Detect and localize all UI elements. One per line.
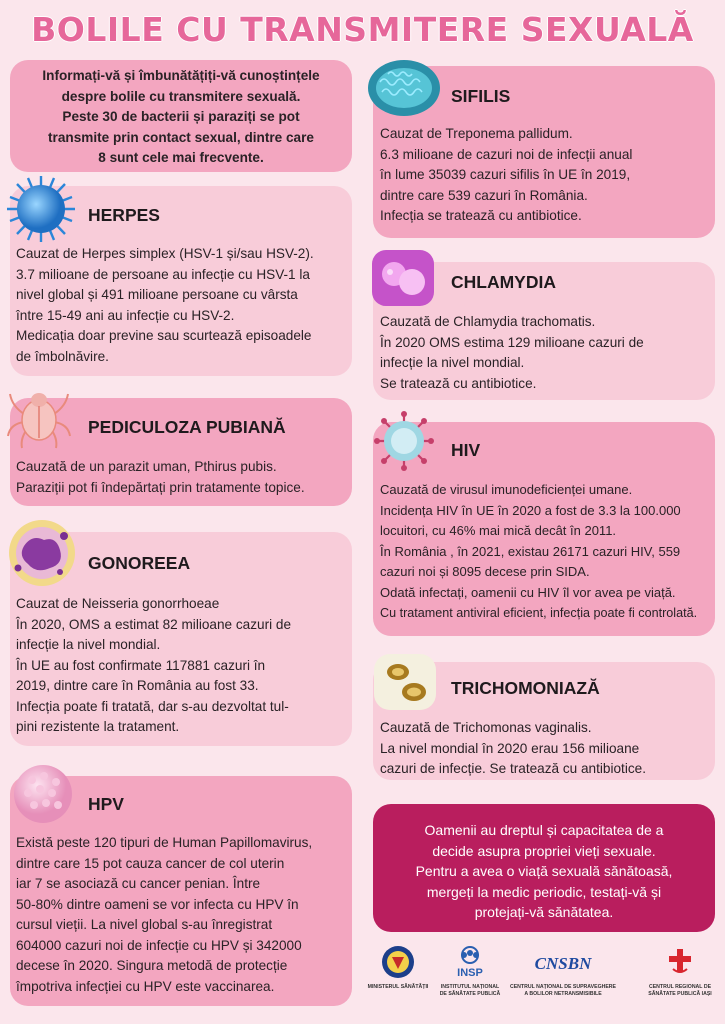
louse-icon [4,384,74,452]
cnsbn-logo-icon [528,945,598,979]
insp-logo-text: INSP [457,967,483,979]
chlamydia-title: CHLAMYDIA [451,272,556,292]
cnsbn-logo-text: CNSBN [534,954,592,973]
sifilis-line: Cauzat de Treponema pallidum. [380,126,573,141]
hiv-line: Odată infectați, oamenii cu HIV îl vor avea pe viață. [380,584,676,600]
chlamydia-line: Cauzată de Chlamydia trachomatis. [380,314,596,329]
herpes-line: între 15-49 ani au infecție cu HSV-2. [16,307,235,323]
sifilis-line: 6.3 milioane de cazuri noi de infecții anual [380,146,633,162]
closing-line: protejați-vă sănătatea. [474,904,614,920]
herpes-virus-icon [2,172,80,246]
herpes-line: nivel global și 491 milioane persoane cu vârsta [16,287,298,302]
herpes-text [16,244,314,367]
pediculoza-line: Paraziții pot fi îndepărtați prin tratamente topice. [16,479,305,495]
hiv-virus-icon [372,410,436,472]
hpv-line: decese în 2020. Singura metodă de protecție [16,958,288,973]
hiv-title: HIV [451,440,481,460]
trichomoniaza-line: cazuri de infecție. Se tratează cu antibiotice. [380,761,646,776]
gonoreea-line: În 2020, OMS a estimat 82 milioane cazuri de [16,616,292,632]
hpv-line: iar 7 se asociază cu cancer penian. Între [16,876,261,891]
trichomoniaza-line: La nivel mondial în 2020 erau 156 milioane [380,740,640,756]
hpv-line: Există peste 120 tipuri de Human Papillomavirus, [16,835,313,850]
chlamydia-icon [370,248,436,308]
gonoreea-title: GONOREEA [88,553,191,573]
gonoreea-line: În UE au fost confirmate 117881 cazuri în [16,657,266,673]
trichomoniaza-line: Cauzată de Trichomonas vaginalis. [380,720,592,735]
pediculoza-text [16,457,305,498]
trichomoniaza-title: TRICHOMONIAZĂ [451,678,600,698]
insp-logo-icon [450,945,490,979]
chlamydia-text [380,312,644,394]
insp-label: INSTITUTUL NAȚIONAL [440,984,500,990]
hpv-line: împotriva infecției cu HPV este vaccinarea. [16,978,275,994]
herpes-line: Medicația doar previne sau scurtează episoadele [16,328,312,343]
closing-line: mergeți la medic periodic, testați-vă și [426,883,662,900]
gonoreea-line: infecție la nivel mondial. [16,637,161,652]
gonorrhea-bacteria-icon [2,516,82,590]
gonoreea-text [16,594,291,738]
intro-line: transmite prin contact sexual, dintre care [48,129,314,145]
cnsbn-label: CENTRUL NAȚIONAL DE SUPRAVEGHERE [509,984,617,990]
pediculoza-title: PEDICULOZA PUBIANĂ [88,417,286,437]
closing-line: Pentru a avea o viață sexuală sănătoasă, [415,863,673,879]
cnsbn-logo [508,945,618,997]
sifilis-line: Infecția se tratează cu antibiotice. [380,208,582,223]
intro-line: Informați-vă și îmbunătățiți-vă cunoștințele [42,68,320,83]
pediculoza-line: Cauzată de un parazit uman, Pthirus pubis. [16,459,277,474]
hpv-virus-icon [8,760,78,828]
hpv-line: 604000 cazuri noi de infecție cu HPV și 342000 [16,937,302,953]
crsp-iasi-label: SĂNĂTATE PUBLICĂ IAȘI [648,990,712,997]
ministry-label: MINISTERUL SĂNĂTĂȚII [367,984,429,990]
hpv-line: 50-80% dintre oameni se vor infecta cu HPV în [16,896,299,912]
insp-label: DE SĂNĂTATE PUBLICĂ [439,990,501,997]
chlamydia-line: Se tratează cu antibiotice. [380,375,537,391]
herpes-line: de îmbolnăvire. [16,348,109,364]
chlamydia-line: În 2020 OMS estima 129 milioane cazuri de [380,334,644,350]
intro-line: despre bolile cu transmitere sexuală. [61,88,301,104]
cnsbn-label: A BOLILOR NETRANSMISIBILE [524,990,602,997]
ministry-logo [362,945,434,991]
sifilis-title: SIFILIS [451,86,511,106]
hpv-title: HPV [88,794,124,814]
sifilis-text [380,124,632,227]
closing-line: Oamenii au dreptul și capacitatea de a [424,822,664,838]
hiv-line: În România , în 2021, existau 26171 cazuri HIV, 559 [380,543,681,559]
closing-message-card [373,804,715,932]
herpes-line: 3.7 milioane de persoane au infecție cu HSV-1 la [16,266,310,282]
insp-logo [434,945,506,997]
trichomoniaza-text [380,718,646,780]
crsp-iasi-logo [640,945,720,997]
hpv-line: dintre care 15 pot cauza cancer de col uterin [16,855,285,871]
gonoreea-line: pini rezistente la tratament. [16,719,180,734]
crsp-iasi-logo-icon [663,945,697,979]
hpv-line: cursul vieții. La nivel global s-au înregistrat [16,917,273,932]
hiv-line: Incidența HIV în UE în 2020 a fost de 3.3 la 100.000 [380,502,681,518]
intro-line: 8 sunt cele mai frecvente. [98,150,264,165]
hpv-text [16,833,312,997]
page-title: BOLILE CU TRANSMITERE SEXUALĂ [31,10,694,49]
herpes-title: HERPES [88,205,160,225]
hiv-line: Cu tratament antiviral eficient, infecția poate fi controlată. [380,606,698,620]
hiv-line: Cauzată de virusul imunodeficienței umane. [380,482,633,497]
ministry-crest-icon [381,945,415,979]
herpes-line: Cauzat de Herpes simplex (HSV-1 și/sau HSV-2). [16,246,314,261]
closing-line: decide asupra propriei vieți sexuale. [432,842,656,859]
trichomonas-icon [372,652,438,712]
gonoreea-line: Cauzat de Neisseria gonorrhoeae [16,596,220,611]
gonoreea-line: 2019, dintre care în România au fost 33. [16,678,259,693]
hiv-text [380,480,697,624]
sifilis-line: în lume 35039 cazuri sifilis în UE în 2019, [380,167,631,182]
intro-line: Peste 30 de bacterii și paraziți se pot [62,109,300,124]
hiv-line: cazuri noi și 8095 decese prin SIDA. [380,564,590,579]
chlamydia-line: infecție la nivel mondial. [380,355,525,370]
treponema-icon [366,58,442,118]
hiv-line: locuitori, cu 46% mai mică decât în 2011. [380,523,617,538]
gonoreea-line: Infecția poate fi tratată, dar s-au dezvoltat tul- [16,698,289,714]
crsp-iasi-label: CENTRUL REGIONAL DE [648,984,712,990]
sifilis-line: dintre care 539 cazuri în România. [380,187,588,203]
intro-card [10,60,352,172]
